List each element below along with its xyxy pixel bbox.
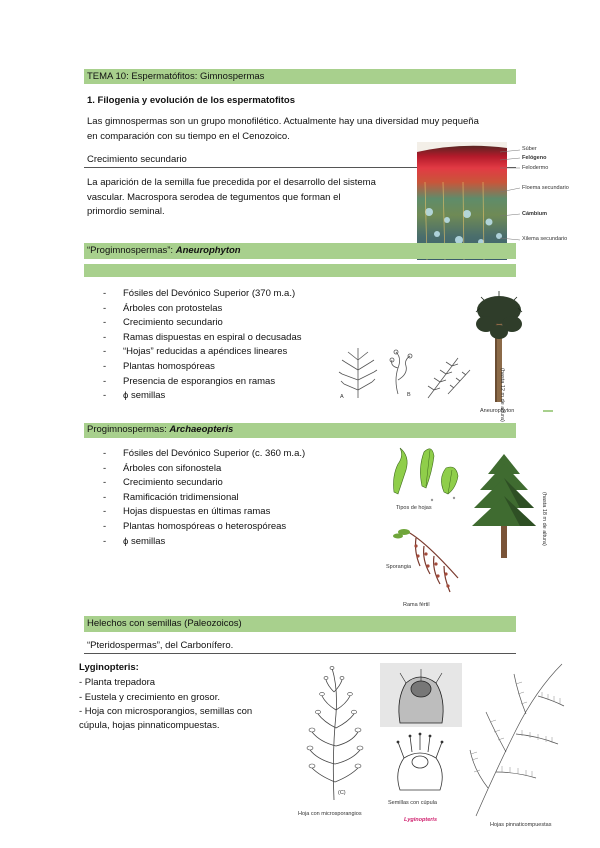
archaeopteris-fertile-branch-illustration [386,526,466,600]
lyginopteris-line-3: - Hoja con microsporangios, semillas con [79,706,253,717]
stem-label-cambium: Cámbium [522,211,548,217]
seed-paragraph-line-1: La aparición de la semilla fue precedida por el desarrollo del sistema [87,177,376,188]
list-item: - Fósiles del Devónico Superior (370 m.a.) [87,287,302,302]
archaeopteris-title-prefix: Progimnospermas: [87,424,170,435]
lyginopteris-c-label: (C) [338,790,346,796]
list-item: - “Hojas” reducidas a apéndices lineares [87,345,302,360]
document-title: TEMA 10: Espermatófitos: Gimnospermas [87,71,265,82]
archaeopteris-fertile-branch-label: Rama fértil [403,602,430,608]
list-item: - Plantas homospóreas o heterospóreas [87,520,305,535]
aneurophyton-label-b: B [407,392,411,398]
aneurophyton-title-genus: Aneurophyton [175,245,241,256]
archaeopteris-list [87,447,305,549]
lyginopteris-microsporangia-label: Hoja con microsporangios [298,811,362,817]
aneurophyton-title-prefix: “Progimnospermas”: [87,245,176,256]
stem-label-leaders [500,148,522,248]
list-item: - Ramas dispuestas en espiral o decusadas [87,331,302,346]
list-item: - Árboles con sifonostela [87,462,305,477]
archaeopteris-title-genus: Archaeopteris [169,424,234,435]
list-item: - Ramificación tridimensional [87,491,305,506]
list-item: - Árboles con protostelas [87,302,302,317]
lyginopteris-pinnate-leaf-illustration [466,660,566,818]
lyginopteris-cupule-label: Semillas con cúpula [388,800,437,806]
aneurophyton-branch-drawings [336,340,476,402]
intro-paragraph-line-2: en comparación con su tiempo en el Cenozoico. [87,131,290,142]
lyginopteris-line-1: - Planta trepadora [79,677,156,688]
stem-label-floema: Floema secundario [522,185,569,191]
aneurophyton-list [87,287,302,404]
lyginopteris-line-2: - Eustela y crecimiento en grosor. [79,692,220,703]
list-item: - Plantas homospóreas [87,360,302,375]
list-item: - Hojas dispuestas en últimas ramas [87,505,305,520]
list-item: - Fósiles del Devónico Superior (c. 360 m.a.) [87,447,305,462]
list-item: - ϕ semillas [87,389,302,404]
archaeopteris-height-label: (hasta 18 m de altura) [541,492,547,546]
seed-paragraph-line-2: vascular. Macrospora serodea de tegumentos que forman el [87,192,341,203]
subheading-secondary-growth: Crecimiento secundario [87,154,187,165]
aneurophyton-empty-bar [84,264,516,277]
lyginopteris-cupule-illustration [386,732,454,794]
list-item: - Crecimiento secundario [87,316,302,331]
section-heading: 1. Filogenia y evolución de los espermatofitos [87,95,295,106]
seed-ferns-title: Helechos con semillas (Paleozoicos) [87,618,242,629]
archaeopteris-tree-illustration [470,452,540,560]
lyginopteris-microsporangia-illustration [298,664,370,802]
stem-label-suber: Súber [522,146,537,152]
aneurophyton-label-a: A [340,394,344,400]
stem-label-felogeno: Felógeno [522,155,547,161]
archaeopteris-leaf-types-label: Tipos de hojas [396,505,432,511]
aneurophyton-tree-label: Aneurophyton [480,408,515,414]
intro-paragraph-line-1: Las gimnospermas son un grupo monofilético. Actualmente hay una diversidad muy pequeña [87,116,479,127]
lyginopteris-cupule-section-illustration [380,663,462,727]
seed-ferns-subtitle: “Pteridospermas”, del Carbonífero. [87,640,234,651]
archaeopteris-sporangia-label: Sporangia [386,564,412,570]
list-item: - Presencia de esporangios en ramas [87,375,302,390]
lyginopteris-pinnate-label: Hojas pinnaticompuestas [490,822,552,828]
stem-label-felodermo: Felodermo [522,165,549,171]
aneurophyton-title [87,244,241,258]
lyginopteris-line-4: cúpula, hojas pinnaticompuestas. [79,720,220,731]
archaeopteris-title [87,423,233,437]
list-item: - ϕ semillas [87,535,305,550]
seed-paragraph-line-3: primordio seminal. [87,206,165,217]
list-item: - Crecimiento secundario [87,476,305,491]
stem-label-xilema: Xilema secundario [522,236,568,242]
lyginopteris-title: Lyginopteris: [79,662,139,673]
seed-ferns-divider [84,653,516,654]
aneurophyton-green-mark [543,410,553,412]
lyginopteris-genus-label: Lyginopteris [404,817,438,823]
archaeopteris-leaf-types-illustration [388,442,464,502]
aneurophyton-height-label: (hasta 12 m de altura) [499,368,505,422]
